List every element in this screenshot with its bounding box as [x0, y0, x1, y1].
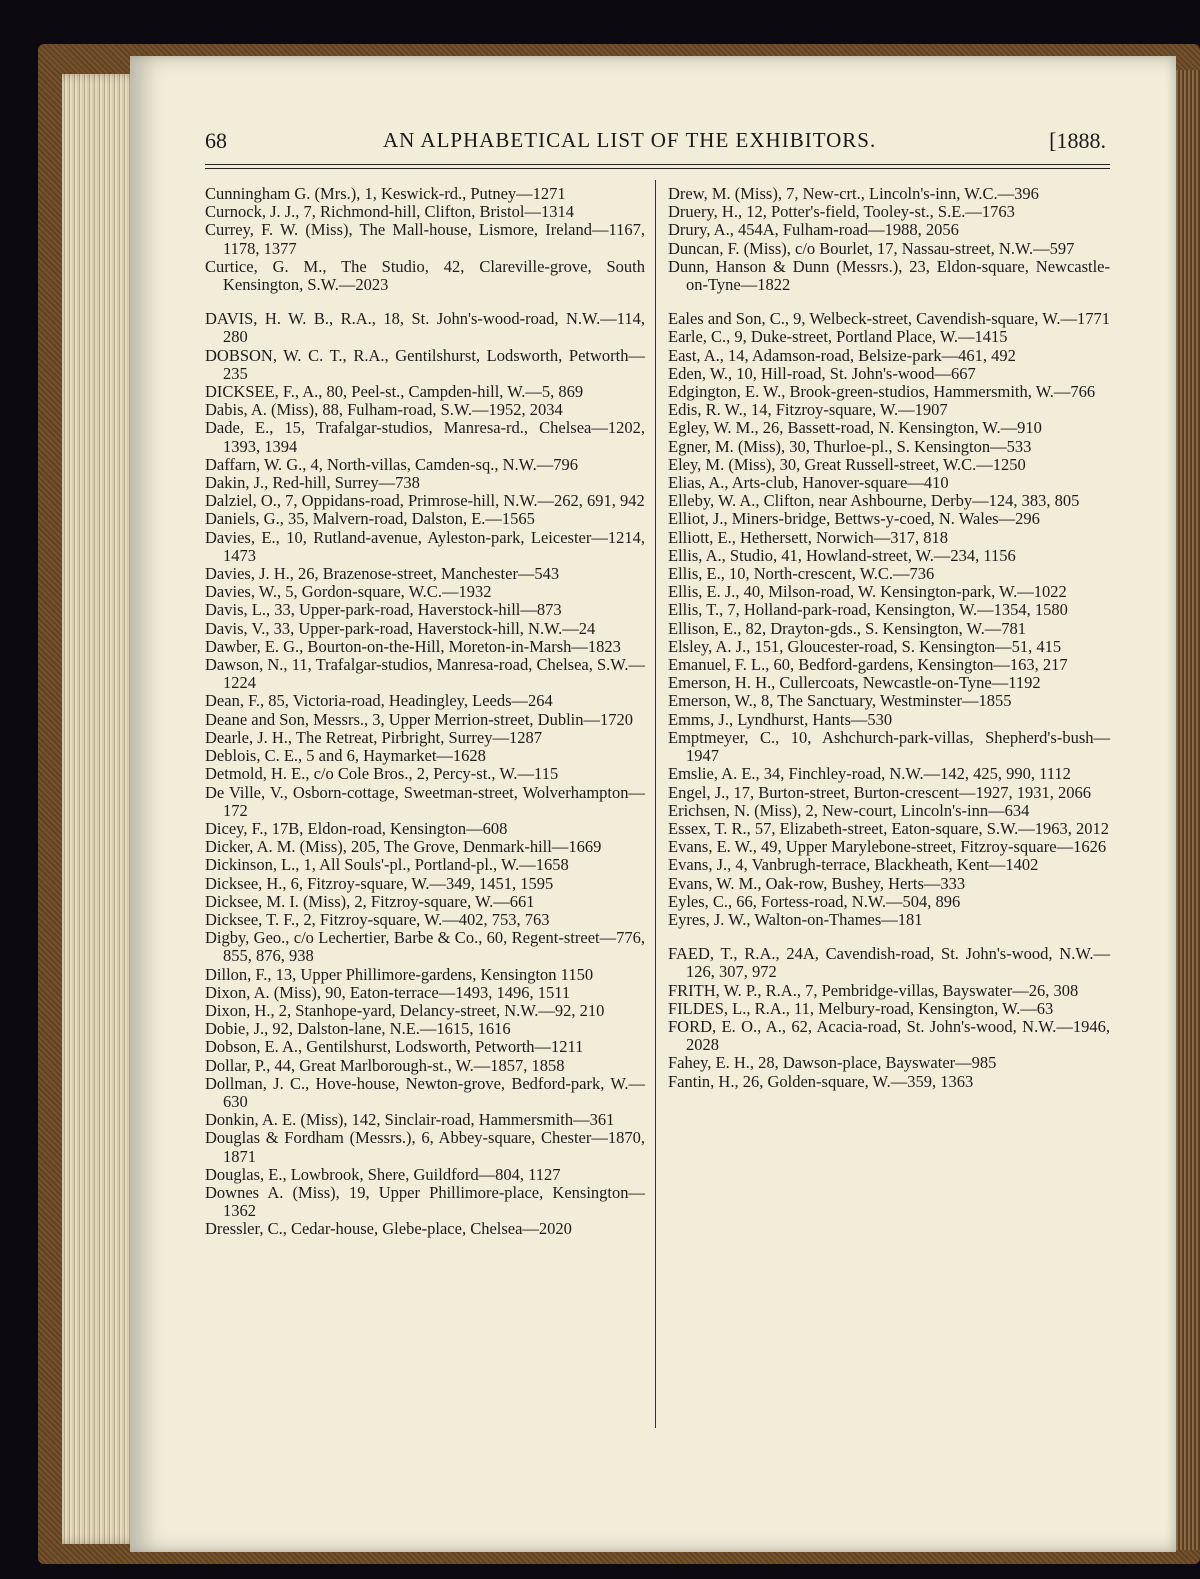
exhibitor-entry: Edgington, E. W., Brook-green-studios, Hammersmith, W.—766 — [668, 382, 1096, 402]
exhibitor-entry: Elliot, J., Miners-bridge, Bettws-y-coed, N. Wales—296 — [668, 509, 1040, 529]
exhibitor-entry: FAED, T., R.A., 24A, Cavendish-road, St. John's-wood, N.W.—126, 307, 972 — [668, 944, 1110, 982]
exhibitor-entry: Druery, H., 12, Potter's-field, Tooley-st., S.E.—1763 — [668, 202, 1015, 222]
exhibitor-entry: DOBSON, W. C. T., R.A., Gentilshurst, Lodsworth, Petworth—235 — [205, 345, 645, 383]
exhibitor-entry: Dunn, Hanson & Dunn (Messrs.), 23, Eldon-square, Newcastle-on-Tyne—1822 — [668, 256, 1110, 295]
exhibitor-entry: Evans, J., 4, Vanbrugh-terrace, Blackheath, Kent—1402 — [668, 855, 1039, 875]
exhibitor-entry: Dicksee, M. I. (Miss), 2, Fitzroy-square, W.—661 — [205, 891, 535, 911]
exhibitor-entry: Deblois, C. E., 5 and 6, Haymarket—1628 — [205, 746, 486, 766]
exhibitor-entry: Ellis, E., 10, North-crescent, W.C.—736 — [668, 564, 935, 584]
exhibitor-entry: Deane and Son, Messrs., 3, Upper Merrion-street, Dublin—1720 — [205, 709, 634, 729]
exhibitor-entry: Ellis, T., 7, Holland-park-road, Kensington, W.—1354, 1580 — [668, 600, 1068, 620]
exhibitor-entry: Egley, W. M., 26, Bassett-road, N. Kensington, W.—910 — [668, 418, 1042, 438]
exhibitor-entry: Essex, T. R., 57, Elizabeth-street, Eaton-square, S.W.—1963, 2012 — [668, 818, 1109, 838]
page-header — [205, 124, 1110, 164]
exhibitor-entry: Dicksee, T. F., 2, Fitzroy-square, W.—402, 753, 763 — [205, 909, 550, 929]
exhibitor-entry: De Ville, V., Osborn-cottage, Sweetman-street, Wolverhampton—172 — [205, 782, 645, 820]
exhibitor-entry: Edis, R. W., 14, Fitzroy-square, W.—1907 — [668, 400, 948, 420]
exhibitor-entry: FRITH, W. P., R.A., 7, Pembridge-villas, Bayswater—26, 308 — [668, 980, 1079, 1000]
exhibitor-entry: Drew, M. (Miss), 7, New-crt., Lincoln's-inn, W.C.—396 — [668, 184, 1039, 203]
exhibitor-entry: East, A., 14, Adamson-road, Belsize-park—461, 492 — [668, 345, 1016, 365]
column-divider — [655, 180, 656, 1428]
exhibitor-entry: Duncan, F. (Miss), c/o Bourlet, 17, Nassau-street, N.W.—597 — [668, 238, 1075, 258]
exhibitor-entry: Dillon, F., 13, Upper Phillimore-gardens, Kensington 1150 — [205, 964, 594, 984]
exhibitor-entry: Davis, V., 33, Upper-park-road, Haverstock-hill, N.W.—24 — [205, 618, 596, 638]
right-column — [668, 185, 1110, 1091]
exhibitor-entry: Emerson, H. H., Cullercoats, Newcastle-on-Tyne—1192 — [668, 673, 1041, 693]
exhibitor-entry: Daffarn, W. G., 4, North-villas, Camden-sq., N.W.—796 — [205, 454, 579, 474]
header-rule-bottom — [205, 168, 1110, 169]
exhibitor-entry: Dicey, F., 17B, Eldon-road, Kensington—608 — [205, 818, 508, 838]
exhibitor-entry: Dickinson, L., 1, All Souls'-pl., Portland-pl., W.—1658 — [205, 855, 569, 875]
exhibitor-entry: Ellison, E., 82, Drayton-gds., S. Kensington, W.—781 — [668, 618, 1026, 638]
exhibitor-entry: Dollman, J. C., Hove-house, Newton-grove, Bedford-park, W.—630 — [205, 1073, 645, 1111]
section-gap — [668, 929, 1110, 945]
exhibitor-entry: Dawber, E. G., Bourton-on-the-Hill, Moreton-in-Marsh—1823 — [205, 636, 621, 656]
exhibitor-entry: Evans, W. M., Oak-row, Bushey, Herts—333 — [668, 873, 966, 893]
exhibitor-entry: Dearle, J. H., The Retreat, Pirbright, Surrey—1287 — [205, 727, 542, 747]
exhibitor-entry: Dollar, P., 44, Great Marlborough-st., W.—1857, 1858 — [205, 1055, 565, 1075]
exhibitor-entry: Engel, J., 17, Burton-street, Burton-crescent—1927, 1931, 2066 — [668, 782, 1091, 802]
exhibitor-entry: Davies, J. H., 26, Brazenose-street, Manchester—543 — [205, 564, 560, 584]
exhibitor-entry: Daniels, G., 35, Malvern-road, Dalston, E.—1565 — [205, 509, 535, 529]
exhibitor-entry: Fahey, E. H., 28, Dawson-place, Bayswater—985 — [668, 1053, 997, 1073]
exhibitor-entry: Dixon, H., 2, Stanhope-yard, Delancy-street, N.W.—92, 210 — [205, 1000, 605, 1020]
exhibitor-entry: Dixon, A. (Miss), 90, Eaton-terrace—1493, 1496, 1511 — [205, 982, 571, 1002]
exhibitor-entry: Curnock, J. J., 7, Richmond-hill, Clifton, Bristol—1314 — [205, 202, 574, 222]
exhibitor-entry: Dobson, E. A., Gentilshurst, Lodsworth, Petworth—1211 — [205, 1037, 584, 1057]
exhibitor-entry: Evans, E. W., 49, Upper Marylebone-street, Fitzroy-square—1626 — [668, 837, 1107, 857]
exhibitor-entry: Cunningham G. (Mrs.), 1, Keswick-rd., Putney—1271 — [205, 184, 566, 203]
exhibitor-entry: Donkin, A. E. (Miss), 142, Sinclair-road, Hammersmith—361 — [205, 1110, 615, 1130]
exhibitor-entry: Elias, A., Arts-club, Hanover-square—410 — [668, 473, 949, 493]
exhibitor-entry: Fantin, H., 26, Golden-square, W.—359, 1363 — [668, 1071, 974, 1091]
exhibitor-entry: Dabis, A. (Miss), 88, Fulham-road, S.W.—1952, 2034 — [205, 400, 563, 420]
exhibitor-entry: Emerson, W., 8, The Sanctuary, Westminster—1855 — [668, 691, 1012, 711]
exhibitor-entry: Dade, E., 15, Trafalgar-studios, Manresa-rd., Chelsea—1202, 1393, 1394 — [205, 418, 645, 456]
right-cover-edge — [1176, 70, 1200, 1550]
page-title: AN ALPHABETICAL LIST OF THE EXHIBITORS. — [383, 128, 877, 152]
exhibitor-entry: Elleby, W. A., Clifton, near Ashbourne, Derby—124, 383, 805 — [668, 491, 1080, 511]
exhibitor-entry: Eyres, J. W., Walton-on-Thames—181 — [668, 909, 923, 929]
section-gap — [205, 294, 645, 310]
exhibitor-entry: Digby, Geo., c/o Lechertier, Barbe & Co., 60, Regent-street—776, 855, 876, 938 — [205, 928, 645, 966]
exhibitor-entry: Egner, M. (Miss), 30, Thurloe-pl., S. Kensington—533 — [668, 436, 1032, 456]
left-column — [205, 185, 645, 1239]
section-gap — [668, 294, 1110, 310]
exhibitor-entry: Douglas, E., Lowbrook, Shere, Guildford—804, 1127 — [205, 1164, 561, 1184]
exhibitor-entry: Dakin, J., Red-hill, Surrey—738 — [205, 473, 420, 493]
exhibitor-entry: Detmold, H. E., c/o Cole Bros., 2, Percy-st., W.—115 — [205, 764, 559, 784]
exhibitor-entry: Elliott, E., Hethersett, Norwich—317, 818 — [668, 527, 948, 547]
exhibitor-entry: Davies, W., 5, Gordon-square, W.C.—1932 — [205, 582, 492, 602]
exhibitor-entry: Dalziel, O., 7, Oppidans-road, Primrose-hill, N.W.—262, 691, 942 — [205, 491, 645, 511]
exhibitor-entry: Emms, J., Lyndhurst, Hants—530 — [668, 709, 893, 729]
exhibitor-entry: Earle, C., 9, Duke-street, Portland Place, W.—1415 — [668, 327, 1008, 347]
exhibitor-entry: Eyles, C., 66, Fortess-road, N.W.—504, 896 — [668, 891, 961, 911]
page-number: 68 — [205, 128, 227, 153]
exhibitor-entry: Davis, L., 33, Upper-park-road, Haverstock-hill—873 — [205, 600, 562, 620]
exhibitor-entry: Ellis, A., Studio, 41, Howland-street, W.—234, 1156 — [668, 545, 1016, 565]
exhibitor-entry: Davies, E., 10, Rutland-avenue, Ayleston-park, Leicester—1214, 1473 — [205, 527, 645, 565]
exhibitor-entry: Eley, M. (Miss), 30, Great Russell-street, W.C.—1250 — [668, 454, 1026, 474]
exhibitor-entry: Douglas & Fordham (Messrs.), 6, Abbey-square, Chester—1870, 1871 — [205, 1128, 645, 1166]
exhibitor-entry: FORD, E. O., A., 62, Acacia-road, St. John's-wood, N.W.—1946, 2028 — [668, 1016, 1110, 1055]
exhibitor-entry: FILDES, L., R.A., 11, Melbury-road, Kensington, W.—63 — [668, 998, 1054, 1018]
exhibitor-entry: Erichsen, N. (Miss), 2, New-court, Lincoln's-inn—634 — [668, 800, 1030, 820]
exhibitor-entry: DAVIS, H. W. B., R.A., 18, St. John's-wood-road, N.W.—114, 280 — [205, 309, 645, 347]
exhibitor-entry: Dean, F., 85, Victoria-road, Headingley, Leeds—264 — [205, 691, 553, 711]
exhibitor-entry: Downes A. (Miss), 19, Upper Phillimore-place, Kensington—1362 — [205, 1182, 645, 1221]
exhibitor-entry: Eden, W., 10, Hill-road, St. John's-wood—667 — [668, 363, 976, 383]
exhibitor-entry: Emslie, A. E., 34, Finchley-road, N.W.—142, 425, 990, 1112 — [668, 764, 1071, 784]
exhibitor-entry: Dicksee, H., 6, Fitzroy-square, W.—349, 1451, 1595 — [205, 873, 554, 893]
header-rule-top — [205, 164, 1110, 165]
exhibitor-entry: Emanuel, F. L., 60, Bedford-gardens, Kensington—163, 217 — [668, 655, 1068, 675]
exhibitor-entry: Emptmeyer, C., 10, Ashchurch-park-villas, Shepherd's-bush—1947 — [668, 727, 1110, 766]
year-label: [1888. — [1049, 128, 1106, 153]
exhibitor-entry: Dicker, A. M. (Miss), 205, The Grove, Denmark-hill—1669 — [205, 837, 602, 857]
exhibitor-entry: Curtice, G. M., The Studio, 42, Clareville-grove, South Kensington, S.W.—2023 — [205, 256, 645, 295]
exhibitor-entry: Ellis, E. J., 40, Milson-road, W. Kensington-park, W.—1022 — [668, 582, 1067, 602]
exhibitor-entry: Dawson, N., 11, Trafalgar-studios, Manresa-road, Chelsea, S.W.—1224 — [205, 655, 645, 693]
exhibitor-entry: Dressler, C., Cedar-house, Glebe-place, Chelsea—2020 — [205, 1219, 572, 1239]
exhibitor-entry: Elsley, A. J., 151, Gloucester-road, S. Kensington—51, 415 — [668, 636, 1062, 656]
exhibitor-entry: DICKSEE, F., A., 80, Peel-st., Campden-hill, W.—5, 869 — [205, 382, 584, 402]
exhibitor-entry: Dobie, J., 92, Dalston-lane, N.E.—1615, 1616 — [205, 1019, 511, 1039]
exhibitor-entry: Drury, A., 454A, Fulham-road—1988, 2056 — [668, 220, 959, 240]
exhibitor-entry: Currey, F. W. (Miss), The Mall-house, Lismore, Ireland—1167, 1178, 1377 — [205, 220, 645, 258]
exhibitor-entry: Eales and Son, C., 9, Welbeck-street, Cavendish-square, W.—1771 — [668, 309, 1110, 329]
